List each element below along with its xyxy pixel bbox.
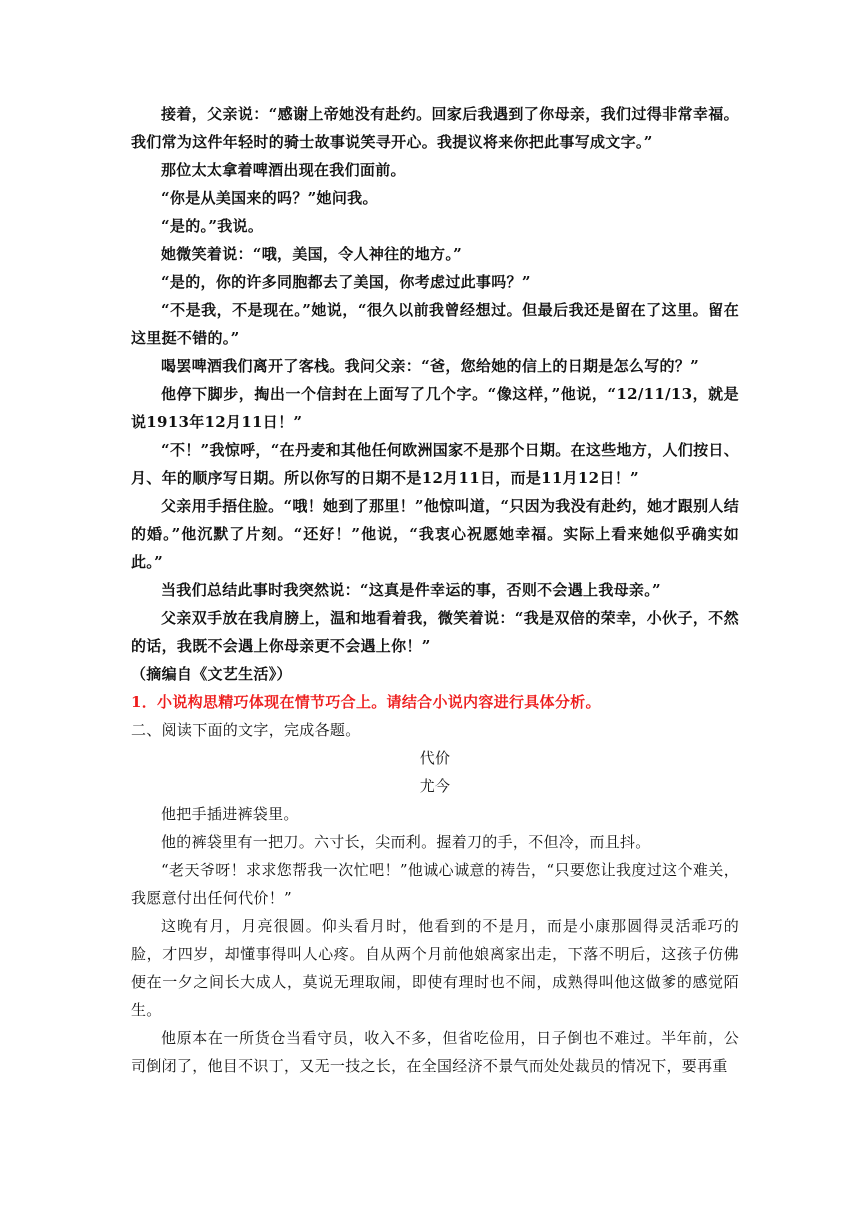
story-author: 尤今 — [419, 777, 451, 795]
paragraph: “老天爷呀！求求您帮我一次忙吧！”他诚心诚意的祷告，“只要您让我度过这个难关，我愿意付出任何代价！” — [131, 861, 739, 907]
paragraph: 他停下脚步，掏出一个信封在上面写了几个字。“像这样，”他说，“12/11/13，就是说1913年12月11日！” — [131, 385, 739, 431]
paragraph: “你是从美国来的吗？”她问我。 — [161, 189, 378, 207]
paragraph: “不是我，不是现在。”她说，“很久以前我曾经想过。但最后我还是留在了这里。留在这里挺不错的。” — [131, 301, 739, 347]
paragraph: 那位太太拿着啤酒出现在我们面前。 — [161, 161, 406, 179]
paragraph: 这晚有月，月亮很圆。仰头看月时，他看到的不是月，而是小康那圆得灵活乖巧的脸，才四岁，却懂事得叫人心疼。自从两个月前他娘离家出走，下落不明后，这孩子仿佛便在一夕之间长大成人，莫说无理取闹，即使有理时也不闹，成熟得叫他这做爹的感觉陌生。 — [131, 917, 739, 1019]
paragraph: 喝罢啤酒我们离开了客栈。我问父亲：“爸，您给她的信上的日期是怎么写的？” — [161, 357, 700, 375]
paragraph: 接着，父亲说：“感谢上帝她没有赴约。回家后我遇到了你母亲，我们过得非常幸福。我们常为这件年轻时的骑士故事说笑寻开心。我提议将来你把此事写成文字。” — [131, 105, 739, 151]
question-1: 1．小说构思精巧体现在情节巧合上。请结合小说内容进行具体分析。 — [131, 693, 601, 711]
paragraph: 他把手插进裤袋里。 — [161, 805, 299, 823]
paragraph: 父亲双手放在我肩膀上，温和地看着我，微笑着说：“我是双倍的荣幸，小伙子，不然的话，我既不会遇上你母亲更不会遇上你！” — [131, 609, 739, 655]
paragraph: 他原本在一所货仓当看守员，收入不多，但省吃俭用，日子倒也不难过。半年前，公司倒闭了，他目不识丁，又无一技之长，在全国经济不景气而处处裁员的情况下，要再重 — [131, 1029, 739, 1075]
document-page — [131, 100, 739, 1080]
paragraph: “不！”我惊呼，“在丹麦和其他任何欧洲国家不是那个日期。在这些地方，人们按日、月、年的顺序写日期。所以你写的日期不是12月11日，而是11月12日！” — [131, 441, 739, 487]
paragraph: 她微笑着说：“哦，美国，令人神往的地方。” — [161, 245, 463, 263]
story-title: 代价 — [419, 749, 451, 767]
paragraph: “是的，你的许多同胞都去了美国，你考虑过此事吗？” — [161, 273, 531, 291]
paragraph: “是的。”我说。 — [161, 217, 264, 235]
paragraph: 父亲用手捂住脸。“哦！她到了那里！”他惊叫道，“只因为我没有赴约，她才跟别人结的婚。”他沉默了片刻。“还好！”他说，“我衷心祝愿她幸福。实际上看来她似乎确实如此。” — [131, 497, 739, 571]
source-note: （摘编自《文艺生活》） — [131, 665, 292, 683]
paragraph: 当我们总结此事时我突然说：“这真是件幸运的事，否则不会遇上我母亲。” — [161, 581, 661, 599]
paragraph: 他的裤袋里有一把刀。六寸长，尖而利。握着刀的手，不但冷，而且抖。 — [161, 833, 651, 851]
section-heading: 二、阅读下面的文字，完成各题。 — [131, 721, 361, 739]
